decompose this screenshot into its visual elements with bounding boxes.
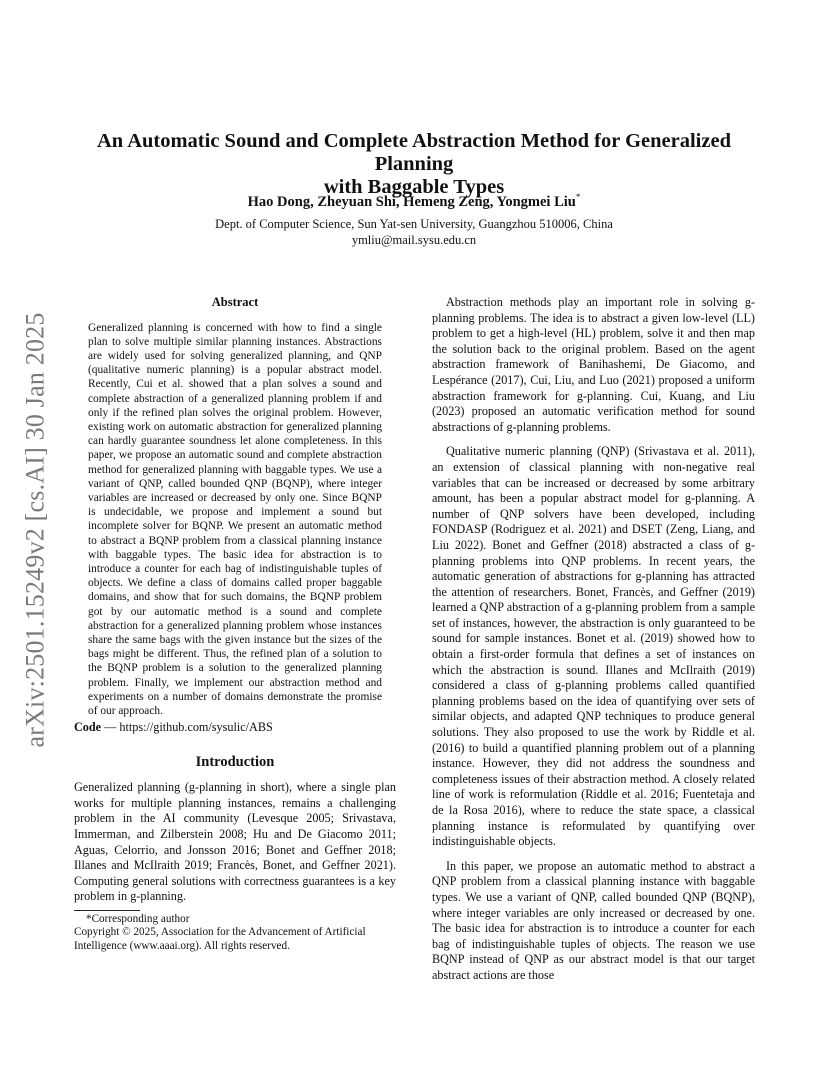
author-list <box>60 192 768 211</box>
introduction-paragraph: Generalized planning (g-planning in short), where a single plan works for multiple planning instances, remains a challenging problem in the AI community (Levesque 2005; Srivastava, Immerman, and Zilberstein 2008; Hu and De Giacomo 2011; Aguas, Celorrio, and Jonsson 2016; Bonet and Geffner 2018; Illanes and McIlraith 2019; Francès, Bonet, and Geffner 2021). Computing general solutions with correctness guarantees is a key problem in g-planning. <box>74 780 396 904</box>
right-paragraph-2: Qualitative numeric planning (QNP) (Srivastava et al. 2011), an extension of classical planning with non-negative real variables that can be increased or decreased by some arbitrary amount, has been a popular abstract model for g-planning. A number of QNP solvers have been developed, including FONDASP (Rodriguez et al. 2021) and DSET (Zeng, Liang, and Liu 2022). Bonet and Geffner (2018) abstracted a class of g-planning problems into QNP problems. In recent years, the automatic generation of abstractions for g-planning has attracted the attention of researchers. Bonet, Francès, and Geffner (2019) learned a QNP abstraction of a g-planning problem from a sample set of instances, however, the abstraction is only guaranteed to be sound for sample instances. Bonet et al. (2019) showed how to obtain a first-order formula that defines a set of instances on which the abstraction is sound. Illanes and McIlraith (2019) considered a class of g-planning problems called quantified planning problems based on the idea of quantifying over sets of similar objects, and adapted QNP techniques to produce general solutions. They also proposed to use the work by Riddle et al. (2016) to build a quantified planning problem out of a planning instance. However, they did not address the soundness and completeness issues of their abstraction method. A closely related line of work is reformulation (Riddle et al. 2016; Fuentetaja and de la Rosa 2016), where to reduce the state space, a classical planning instance is reformulated by quantifying over indistinguishable objects. <box>432 444 755 849</box>
arxiv-identifier-text: arXiv:2501.15249v2 [cs.AI] 30 Jan 2025 <box>21 312 50 748</box>
code-label: Code <box>74 720 102 734</box>
abstract-heading: Abstract <box>211 295 259 309</box>
left-column-lower <box>74 720 396 914</box>
introduction-heading: Introduction <box>195 753 275 770</box>
right-paragraph-3: In this paper, we propose an automatic method to abstract a QNP problem from a classical planning instance with baggable types. We use a variant of QNP, called bounded QNP (BQNP), where integer variables are only increased or decreased by one. The basic idea for abstraction is to introduce a counter for each bag of indistinguishable tuples of objects. The reason we use BQNP instead of QNP as our abstract model is that our target abstract actions are those <box>432 858 755 982</box>
arxiv-identifier-stamp <box>16 295 56 765</box>
footnote-copyright: Copyright © 2025, Association for the Advancement of Artificial Intelligence (www.aaai.org). All rights reserved. <box>74 926 366 952</box>
footnotes <box>74 913 396 953</box>
title-line-1: An Automatic Sound and Complete Abstraction Method for Generalized Planning <box>97 130 731 175</box>
contact-email: ymliu@mail.sysu.edu.cn <box>351 233 477 247</box>
footnote-corresponding-author: *Corresponding author <box>86 913 190 925</box>
code-link-line <box>74 720 396 736</box>
right-column <box>432 295 755 993</box>
title-line-2: with Baggable Types <box>323 176 505 198</box>
left-column-upper <box>74 295 396 718</box>
abstract-body: Generalized planning is concerned with how to find a single plan to solve multiple similar planning instances. Abstractions are widely used for solving generalized planning, and QNP (qualitative numeric planning) is a popular abstract model. Recently, Cui et al. showed that a plan solves a sound and complete abstraction of a generalized planning problem if and only if the refined plan solves the original problem. However, existing work on automatic abstraction for generalized planning can hardly guarantee soundness let alone completeness. In this paper, we propose an automatic sound and complete abstraction method for generalized planning with baggable types. We use a variant of QNP, called bounded QNP (BQNP), where integer variables are increased or decreased by only one. Since BQNP is undecidable, we propose and implement a sound but incomplete solver for BQNP. We present an automatic method to abstract a BQNP problem from a classical planning instance with baggable types. The basic idea for abstraction is to introduce a counter for each bag of indistinguishable tuples of objects. We define a class of domains called proper baggable domains, and show that for such domains, the BQNP problem got by our automatic method is a sound and complete abstraction for a generalized planning problem whose instances share the same bags with the given instance but the sizes of the bags might be different. Thus, the refined plan of a solution to the BQNP problem is a solution to the generalized planning problem. Finally, we implement our abstraction method and experiments on a number of domains demonstrate the promise of our approach. <box>88 321 382 718</box>
paper-title <box>60 130 768 199</box>
corresponding-author-mark: * <box>575 192 581 202</box>
footnote-divider <box>74 910 140 911</box>
affiliation: Dept. of Computer Science, Sun Yat-sen University, Guangzhou 510006, China <box>215 217 613 231</box>
code-url[interactable]: — https://github.com/sysulic/ABS <box>101 720 273 734</box>
author-names: Hao Dong, Zheyuan Shi, Hemeng Zeng, Yongmei Liu <box>247 193 576 210</box>
right-paragraph-1: Abstraction methods play an important role in solving g-planning problems. The idea is to abstract a given low-level (LL) problem to get a high-level (HL) problem, solve it and then map the solution back to the original problem. Based on the agent abstraction framework of Banihashemi, De Giacomo, and Lespérance (2017), Cui, Liu, and Luo (2021) proposed a uniform abstraction framework for g-planning. Cui, Kuang, and Liu (2023) proposed an automatic verification method for sound abstractions of g-planning problems. <box>432 295 755 434</box>
